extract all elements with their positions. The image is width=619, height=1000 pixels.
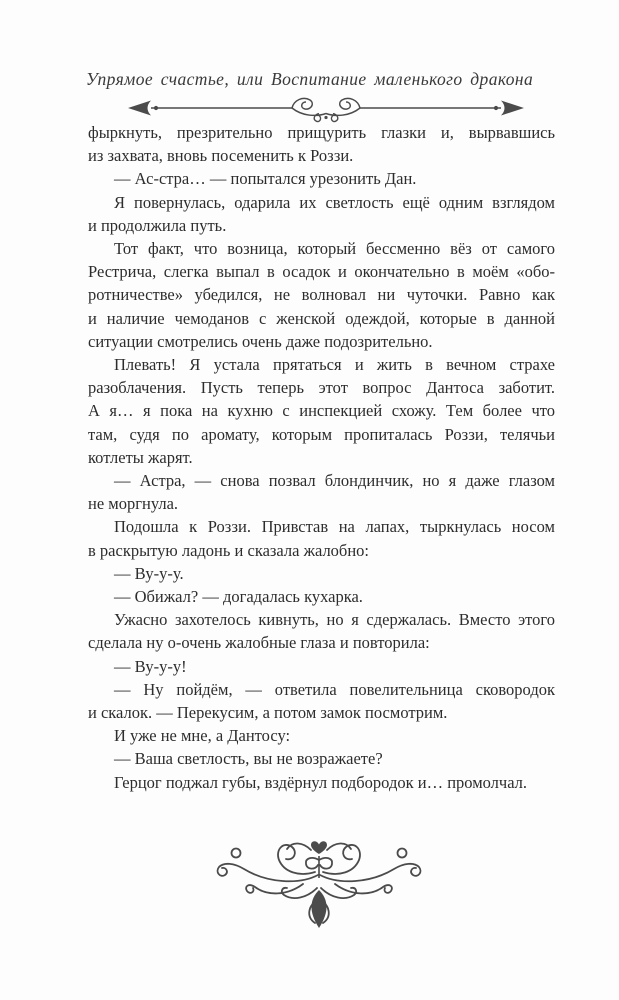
text-line: в раскрытую ладонь и сказала жалобно: [88, 540, 369, 560]
text-line: и скалок. — Перекусим, а потом замок посмотрим. [88, 703, 448, 723]
text-line: из захвата, вновь посеменить к Роззи. [88, 146, 354, 166]
left-arrow-icon [128, 101, 151, 116]
text-line: Я повернулась, одарила их светлость ещё одним взглядом [114, 192, 555, 212]
text-line: Подошла к Роззи. Привстав на лапах, тыркнулась носом [114, 517, 555, 537]
text-line: там, судя по аромату, которым пропиталась Роззи, телячьи [88, 424, 555, 444]
running-header-title: Упрямое счастье, или Воспитание маленького дракона [85, 69, 534, 89]
text-line: сделала ну о-очень жалобные глаза и повторила: [88, 633, 430, 653]
text-line: А я… я пока на кухню с инспекцией схожу. Тем более что [88, 401, 555, 421]
text-line: — Астра, — снова позвал блондинчик, но я даже глазом [114, 471, 555, 491]
text-line: ситуации смотрелись очень даже подозрительно. [88, 331, 433, 351]
text-line: Герцог поджал губы, вздёрнул подбородок и… промолчал. [114, 772, 528, 792]
text-line: — Ву-у-у! [114, 656, 187, 676]
flourish-center [311, 841, 327, 928]
text-line: — Ну пойдём, — ответила повелительница сковородок [114, 679, 555, 699]
text-line: и наличие чемоданов с женской одеждой, которые в данной [88, 308, 555, 328]
text-line: и продолжила путь. [88, 215, 227, 235]
text-line: Тот факт, что возница, который бессменно вёз от самого [114, 239, 555, 259]
text-line: котлеты жарят. [88, 447, 193, 467]
text-line: И уже не мне, а Дантосу: [114, 726, 291, 746]
body-text [88, 121, 555, 794]
text-line: фыркнуть, презрительно прищурить глазки и, вырвавшись [88, 123, 555, 142]
text-line: — Ас-стра… — попытался урезонить Дан. [114, 169, 417, 189]
text-line: — Ву-у-у. [114, 563, 184, 583]
footer-flourish-ornament [199, 838, 439, 938]
heart-icon [311, 841, 327, 854]
text-line: ротничестве» убедился, не волновал ни чуточки. Равно как [88, 285, 555, 305]
text-line: Рестрича, слегка выпал в осадок и окончательно в моём «обо- [88, 262, 555, 282]
text-line: Плевать! Я устала прятаться и жить в вечном страхе [114, 355, 555, 375]
text-line: не моргнула. [88, 494, 179, 514]
text-line: разоблачения. Пусть теперь этот вопрос Дантоса заботит. [88, 378, 555, 398]
text-line: — Ваша светлость, вы не возражаете? [114, 749, 383, 769]
text-line: — Обижал? — догадалась кухарка. [114, 587, 363, 607]
text-line: Ужасно захотелось кивнуть, но я сдержалась. Вместо этого [114, 610, 555, 630]
